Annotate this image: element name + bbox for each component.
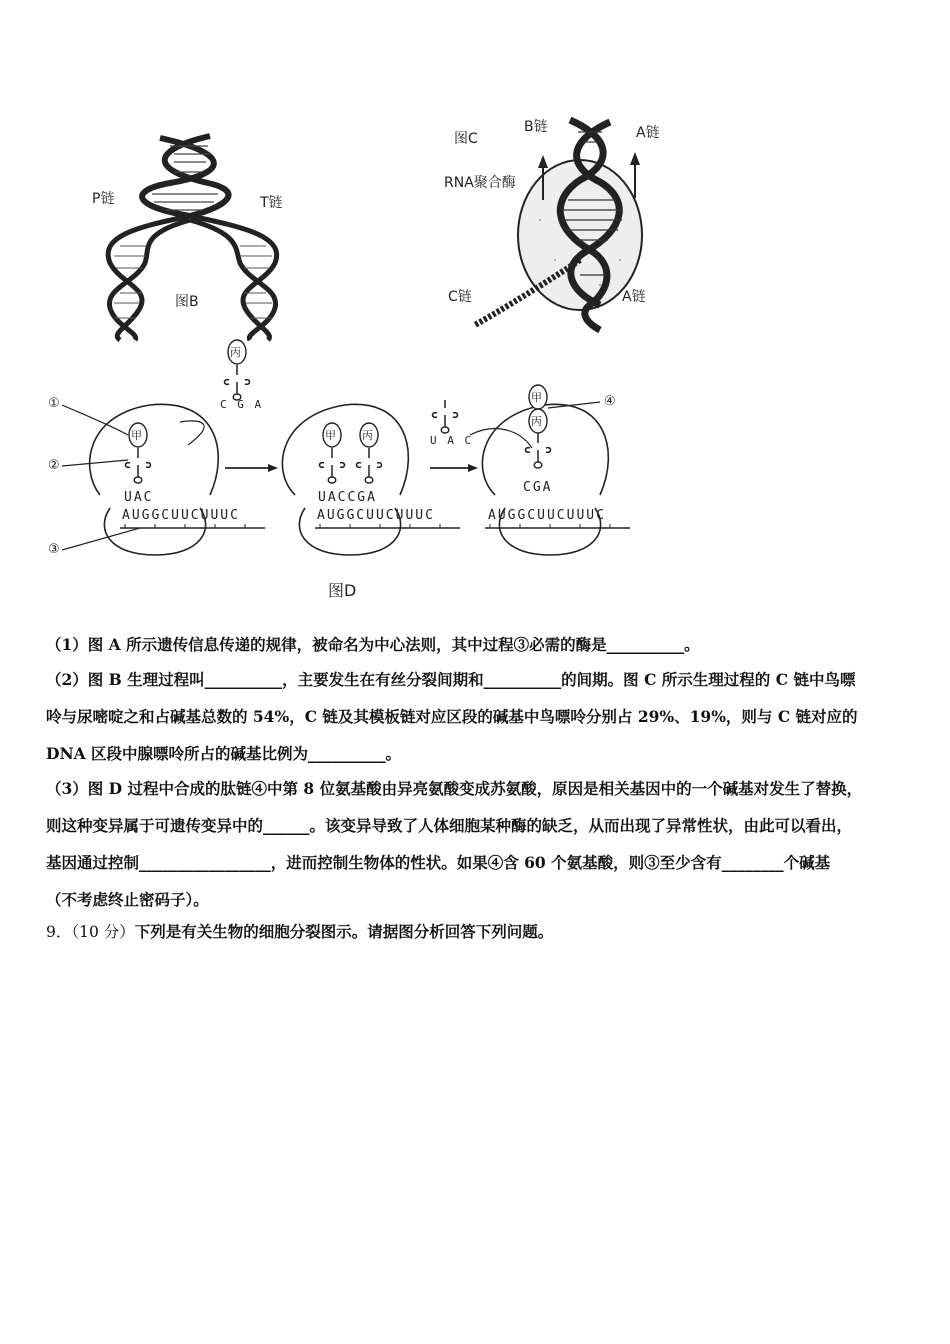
step2-mrna: AUGGCUUCUUUC bbox=[317, 508, 435, 523]
step3-mrna: AUGGCUUCUUUC bbox=[488, 508, 606, 523]
q2-line2: 呤与尿嘧啶之和占碱基总数的 54%，C 链及其模板链对应区段的碱基中鸟嘌呤分别占 29%、19%，则与 C 链对应的 bbox=[46, 707, 858, 726]
figure-d bbox=[40, 330, 650, 605]
step1-anticodon: UAC bbox=[124, 490, 154, 505]
q9-stem: 下列是有关生物的细胞分裂图示。请据图分析回答下列问题。 bbox=[134, 922, 554, 941]
q3-line3: 基因通过控制_________________，进而控制生物体的性状。如果④含 60 个氨基酸，则③至少含有________个碱基 bbox=[46, 853, 831, 872]
marker-4: ④ bbox=[604, 394, 616, 409]
figc-label-a-chain-top: A链 bbox=[636, 125, 660, 141]
figd-caption: 图D bbox=[328, 581, 357, 600]
marker-3: ③ bbox=[48, 542, 60, 557]
q1-line1: （1）图 A 所示遗传信息传递的规律，被命名为中心法则，其中过程③必需的酶是__________。 bbox=[46, 635, 700, 654]
question-9 bbox=[46, 916, 553, 948]
amino-jia-step1: 甲 bbox=[131, 429, 142, 442]
q3-line1: （3）图 D 过程中合成的肽链④中第 8 位氨基酸由异亮氨酸变成苏氨酸，原因是相关基因中的一个碱基对发生了替换， bbox=[46, 779, 863, 798]
figb-label-p-chain: P链 bbox=[92, 191, 115, 207]
figc-label-a-chain-bottom: A链 bbox=[622, 289, 646, 305]
step3-anticodon: CGA bbox=[523, 480, 553, 495]
translation-diagram bbox=[40, 330, 650, 605]
figc-caption: 图C bbox=[454, 131, 478, 147]
marker-1: ① bbox=[48, 396, 60, 411]
amino-jia-step3: 甲 bbox=[531, 391, 542, 404]
step1-mrna: AUGGCUUCUUUC bbox=[122, 508, 240, 523]
loose-trna-cga: C G A bbox=[220, 398, 264, 411]
loose-trna-uac: U A C bbox=[430, 434, 474, 447]
q9-number: 9．（10 分） bbox=[46, 923, 135, 941]
amino-jia-step2: 甲 bbox=[325, 429, 336, 442]
figure-b bbox=[90, 128, 300, 343]
q3-line2: 则这种变异属于可遗传变异中的______。该变异导致了人体细胞某种酶的缺乏，从而出现了异常性状，由此可以看出， bbox=[46, 816, 853, 835]
step2-anticodons: UACCGA bbox=[318, 490, 377, 505]
figure-c bbox=[440, 110, 670, 340]
q2-line3: DNA 区段中腺嘌呤所占的碱基比例为__________。 bbox=[46, 744, 402, 763]
figb-caption: 图B bbox=[175, 294, 199, 310]
q2-line1: （2）图 B 生理过程叫__________，主要发生在有丝分裂间期和__________的间期。图 C 所示生理过程的 C 链中鸟嘌 bbox=[46, 670, 856, 689]
question-2 bbox=[46, 661, 916, 772]
figb-label-t-chain: T链 bbox=[260, 195, 283, 211]
amino-bing-step2: 丙 bbox=[362, 429, 373, 442]
amino-bing-loose: 丙 bbox=[230, 346, 241, 359]
marker-2: ② bbox=[48, 458, 60, 473]
amino-bing-step3: 丙 bbox=[531, 415, 542, 428]
figc-label-b-chain: B链 bbox=[524, 119, 548, 135]
question-3 bbox=[46, 770, 916, 918]
figc-label-c-chain: C链 bbox=[448, 289, 472, 305]
figc-label-rna-polymerase: RNA聚合酶 bbox=[444, 175, 516, 191]
q3-line4: （不考虑终止密码子）。 bbox=[46, 890, 209, 909]
question-1 bbox=[46, 626, 916, 663]
